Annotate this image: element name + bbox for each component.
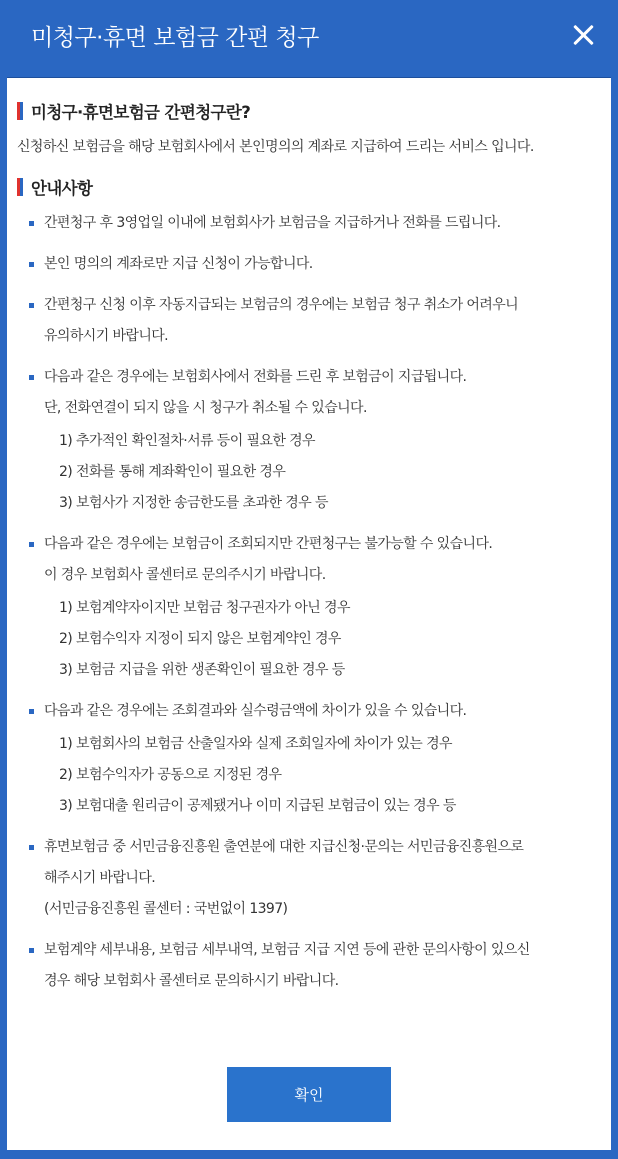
- notice-line: 다음과 같은 경우에는 보험회사에서 전화를 드린 후 보험금이 지급됩니다.: [44, 369, 467, 385]
- notice-line: 보험계약 세부내용, 보험금 세부내역, 보험금 지급 지연 등에 관한 문의사항이 있으신: [44, 942, 530, 958]
- notice-line: 간편청구 후 3영업일 이내에 보험회사가 보험금을 지급하거나 전화를 드립니다.: [44, 215, 501, 231]
- notice-sub-item: 2) 보험수익자 지정이 되지 않은 보험계약인 경우: [59, 631, 341, 647]
- notice-item: [17, 290, 611, 352]
- notice-line: 단, 전화연결이 되지 않을 시 청구가 취소될 수 있습니다.: [44, 400, 367, 416]
- section-heading-notices: [17, 176, 611, 198]
- notice-item: [17, 832, 611, 925]
- notice-line: 해주시기 바랍니다.: [44, 870, 156, 886]
- notice-line: 본인 명의의 계좌로만 지급 신청이 가능합니다.: [44, 256, 313, 272]
- notice-item: [17, 208, 611, 239]
- notice-sub-list: [44, 426, 611, 519]
- modal-header: [0, 0, 618, 70]
- notice-sub-list: [44, 729, 611, 822]
- notice-item: [17, 696, 611, 822]
- notice-line: 휴면보험금 중 서민금융진흥원 출연분에 대한 지급신청·문의는 서민금융진흥원으로: [44, 839, 524, 855]
- close-icon[interactable]: [568, 20, 598, 50]
- section-heading-label: 미청구·휴면보험금 간편청구란?: [31, 103, 251, 122]
- modal-title: 미청구·휴면 보험금 간편 청구: [31, 24, 319, 51]
- heading-marker-icon: [17, 102, 23, 120]
- section-heading-about: [17, 100, 611, 122]
- notice-sub-item: 3) 보험대출 원리금이 공제됐거나 이미 지급된 보험금이 있는 경우 등: [59, 798, 456, 814]
- notice-line: 다음과 같은 경우에는 조회결과와 실수령금액에 차이가 있을 수 있습니다.: [44, 703, 467, 719]
- notice-line: 간편청구 신청 이후 자동지급되는 보험금의 경우에는 보험금 청구 취소가 어려우니: [44, 297, 519, 313]
- notice-sub-item: 3) 보험사가 지정한 송금한도를 초과한 경우 등: [59, 495, 328, 511]
- notice-item: [17, 249, 611, 280]
- button-bar: [7, 1067, 611, 1122]
- notice-sub-item: 2) 보험수익자가 공동으로 지정된 경우: [59, 767, 282, 783]
- notice-item: [17, 362, 611, 519]
- notice-sub-item: 1) 추가적인 확인절차·서류 등이 필요한 경우: [59, 433, 315, 449]
- notice-list: [17, 208, 611, 997]
- notice-line: (서민금융진흥원 콜센터 : 국번없이 1397): [44, 901, 288, 917]
- notice-item: [17, 935, 611, 997]
- service-description: 신청하신 보험금을 해당 보험회사에서 본인명의의 계좌로 지급하여 드리는 서비스 입니다.: [17, 139, 534, 155]
- notice-item: [17, 529, 611, 686]
- heading-marker-icon: [17, 178, 23, 196]
- notice-line: 이 경우 보험회사 콜센터로 문의주시기 바랍니다.: [44, 567, 326, 583]
- notice-sub-item: 1) 보험계약자이지만 보험금 청구권자가 아닌 경우: [59, 600, 350, 616]
- notice-sub-item: 3) 보험금 지급을 위한 생존확인이 필요한 경우 등: [59, 662, 345, 678]
- notice-sub-list: [44, 593, 611, 686]
- notice-sub-item: 1) 보험회사의 보험금 산출일자와 실제 조회일자에 차이가 있는 경우: [59, 736, 452, 752]
- notice-line: 유의하시기 바랍니다.: [44, 328, 169, 344]
- notice-line: 다음과 같은 경우에는 보험금이 조회되지만 간편청구는 불가능할 수 있습니다.: [44, 536, 493, 552]
- confirm-button[interactable]: 확인: [227, 1067, 391, 1122]
- section-heading-label: 안내사항: [31, 179, 93, 198]
- notice-line: 경우 해당 보험회사 콜센터로 문의하시기 바랍니다.: [44, 973, 339, 989]
- notice-sub-item: 2) 전화를 통해 계좌확인이 필요한 경우: [59, 464, 286, 480]
- modal-body: [7, 77, 611, 1150]
